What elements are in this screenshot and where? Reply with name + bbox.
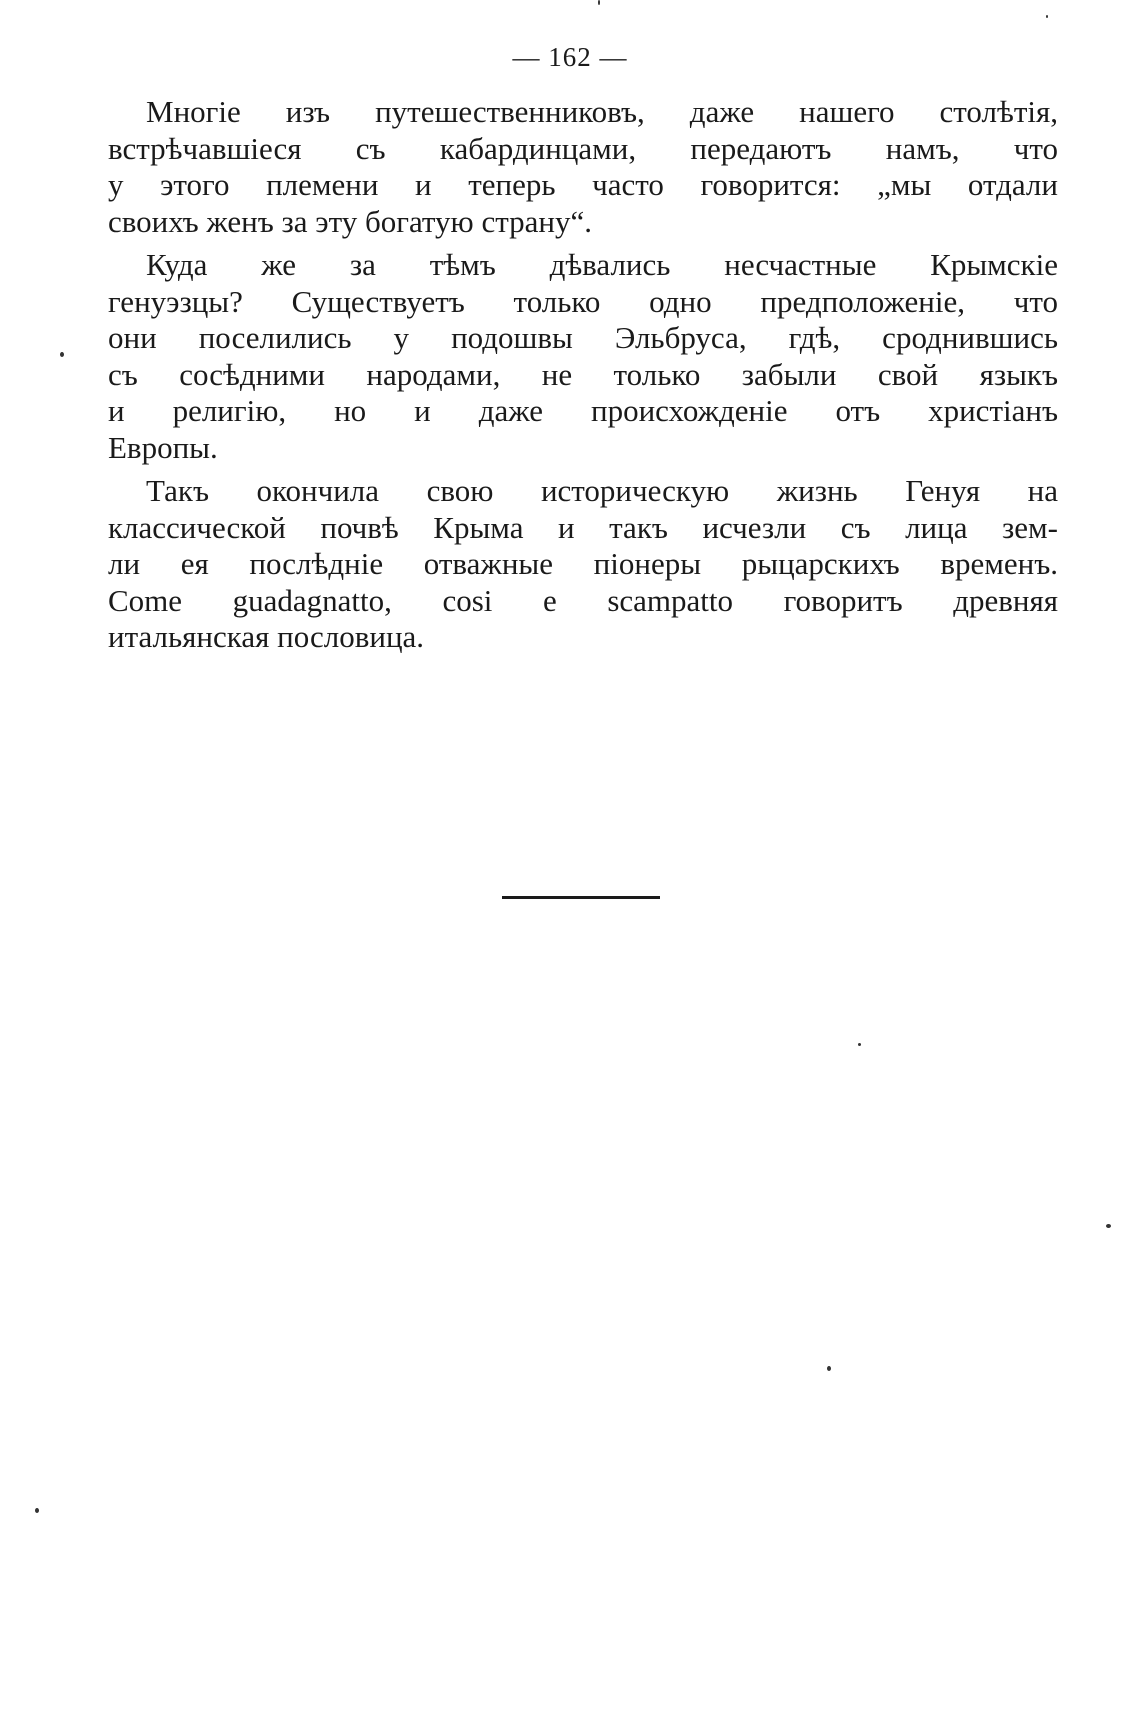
text-line: Такъ окончила свою историческую жизнь Генуя на bbox=[146, 473, 1058, 508]
text-line: встрѣчавшіеся съ кабардинцами, передаютъ намъ, что bbox=[108, 130, 1058, 166]
paragraph bbox=[108, 94, 1058, 240]
text-line: съ сосѣдними народами, не только забыли свой языкъ bbox=[108, 356, 1058, 392]
section-end-rule bbox=[502, 896, 660, 899]
page-number: — 162 — bbox=[512, 42, 628, 72]
text-line: у этого племени и теперь часто говорится: „мы отдали bbox=[108, 167, 1058, 202]
text-line: итальянская пословица. bbox=[108, 619, 425, 654]
text-line: ли ея послѣдніе отважные піонеры рыцарскихъ временъ. bbox=[108, 546, 1058, 581]
paragraph-gap bbox=[108, 240, 1058, 247]
scan-speck bbox=[60, 352, 64, 357]
text-line: генуэзцы? Существуетъ только одно предположеніе, что bbox=[108, 283, 1058, 319]
text-line: Многіе изъ путешественниковъ, даже нашего столѣтія, bbox=[146, 94, 1058, 129]
paragraph-gap bbox=[108, 466, 1058, 473]
text-line: Come guadagnatto, cosi e scampatto говоритъ древняя bbox=[108, 582, 1058, 618]
paragraph bbox=[108, 247, 1058, 466]
scan-speck bbox=[1046, 15, 1048, 18]
scan-speck bbox=[858, 1043, 861, 1046]
text-body bbox=[108, 94, 1058, 656]
text-line: классической почвѣ Крыма и такъ исчезли съ лица зем- bbox=[108, 509, 1058, 545]
scan-speck bbox=[1106, 1224, 1111, 1228]
scan-speck bbox=[35, 1508, 39, 1513]
text-line: и религію, но и даже происхожденіе отъ христіанъ bbox=[108, 393, 1058, 428]
text-line: своихъ женъ за эту богатую страну“. bbox=[108, 203, 592, 239]
text-line: они поселились у подошвы Эльбруса, гдѣ, сроднившись bbox=[108, 320, 1058, 355]
text-line: Куда же за тѣмъ дѣвались несчастные Крымскіе bbox=[146, 247, 1058, 282]
text-line: Европы. bbox=[108, 429, 218, 465]
scan-speck bbox=[598, 0, 600, 5]
paragraph bbox=[108, 473, 1058, 656]
scan-speck bbox=[827, 1366, 831, 1371]
